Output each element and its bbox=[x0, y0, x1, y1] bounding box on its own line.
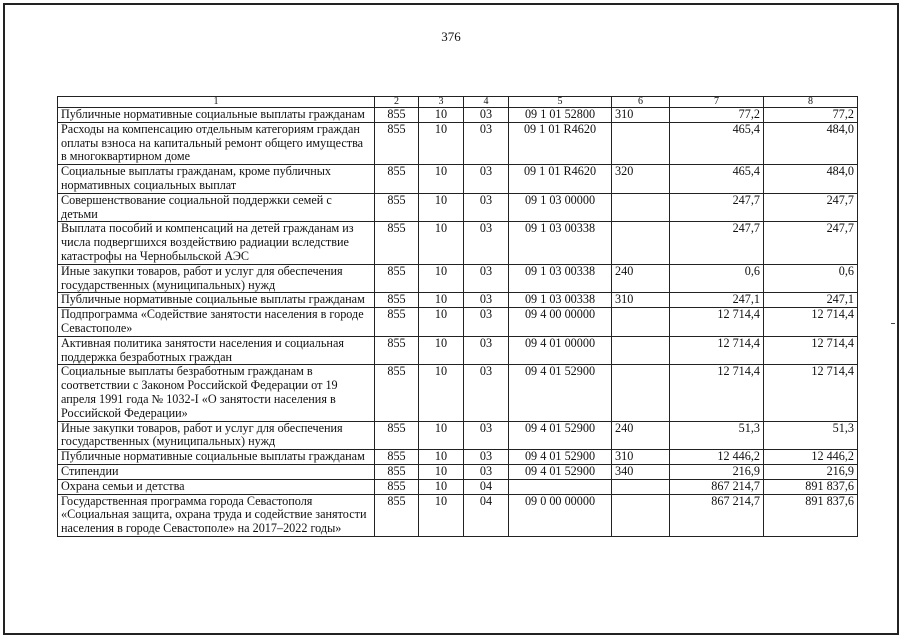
amount-2019-cell: 12 714,4 bbox=[670, 365, 764, 421]
target-article-cell: 09 4 01 52900 bbox=[509, 464, 612, 479]
expense-type-cell: 310 bbox=[612, 108, 670, 123]
row-name-cell: Расходы на компенсацию отдельным категориям граждан оплаты взноса на капитальный ремонт общего имущества в многоквартирном доме bbox=[58, 122, 375, 164]
table-row bbox=[58, 494, 858, 536]
amount-2019-cell: 465,4 bbox=[670, 122, 764, 164]
amount-2020-cell: 247,7 bbox=[764, 222, 858, 264]
row-name-cell: Выплата пособий и компенсаций на детей гражданам из числа подвергшихся воздействию радиации вследствие катастрофы на Чернобыльской АЭС bbox=[58, 222, 375, 264]
subsection-cell: 04 bbox=[464, 494, 509, 536]
expense-type-cell bbox=[612, 479, 670, 494]
expense-type-cell bbox=[612, 122, 670, 164]
section-cell: 10 bbox=[419, 108, 464, 123]
expense-type-cell bbox=[612, 222, 670, 264]
admin-code-cell: 855 bbox=[375, 479, 419, 494]
subsection-cell: 03 bbox=[464, 336, 509, 365]
admin-code-cell: 855 bbox=[375, 365, 419, 421]
section-cell: 10 bbox=[419, 222, 464, 264]
admin-code-cell: 855 bbox=[375, 108, 419, 123]
amount-2019-cell: 247,7 bbox=[670, 222, 764, 264]
amount-2020-cell: 77,2 bbox=[764, 108, 858, 123]
amount-2019-cell: 12 714,4 bbox=[670, 308, 764, 337]
admin-code-cell: 855 bbox=[375, 264, 419, 293]
target-article-cell: 09 1 03 00000 bbox=[509, 193, 612, 222]
subsection-cell: 03 bbox=[464, 264, 509, 293]
table-body bbox=[58, 108, 858, 537]
column-header: 5 bbox=[509, 97, 612, 108]
expense-type-cell: 320 bbox=[612, 165, 670, 194]
amount-2020-cell: 12 714,4 bbox=[764, 308, 858, 337]
table-row bbox=[58, 479, 858, 494]
amount-2019-cell: 12 714,4 bbox=[670, 336, 764, 365]
amount-2019-cell: 216,9 bbox=[670, 464, 764, 479]
target-article-cell: 09 4 01 00000 bbox=[509, 336, 612, 365]
admin-code-cell: 855 bbox=[375, 421, 419, 450]
document-page bbox=[3, 3, 899, 635]
section-cell: 10 bbox=[419, 365, 464, 421]
target-article-cell: 09 0 00 00000 bbox=[509, 494, 612, 536]
table-row bbox=[58, 293, 858, 308]
expense-type-cell bbox=[612, 193, 670, 222]
margin-mark bbox=[891, 323, 895, 324]
subsection-cell: 03 bbox=[464, 464, 509, 479]
subsection-cell: 03 bbox=[464, 165, 509, 194]
row-name-cell: Стипендии bbox=[58, 464, 375, 479]
target-article-cell: 09 1 03 00338 bbox=[509, 264, 612, 293]
page-number: 376 bbox=[441, 29, 461, 44]
section-cell: 10 bbox=[419, 293, 464, 308]
admin-code-cell: 855 bbox=[375, 165, 419, 194]
amount-2020-cell: 12 714,4 bbox=[764, 336, 858, 365]
section-cell: 10 bbox=[419, 122, 464, 164]
admin-code-cell: 855 bbox=[375, 450, 419, 465]
row-name-cell: Социальные выплаты гражданам, кроме публичных нормативных социальных выплат bbox=[58, 165, 375, 194]
column-header: 1 bbox=[58, 97, 375, 108]
row-name-cell: Государственная программа города Севастополя «Социальная защита, охрана труда и содействие занятости населения в городе Севастополе» на 2017–2022 годы» bbox=[58, 494, 375, 536]
expense-type-cell bbox=[612, 494, 670, 536]
table-row bbox=[58, 193, 858, 222]
target-article-cell: 09 4 00 00000 bbox=[509, 308, 612, 337]
section-cell: 10 bbox=[419, 494, 464, 536]
admin-code-cell: 855 bbox=[375, 293, 419, 308]
target-article-cell: 09 1 01 52800 bbox=[509, 108, 612, 123]
subsection-cell: 03 bbox=[464, 193, 509, 222]
amount-2019-cell: 867 214,7 bbox=[670, 494, 764, 536]
amount-2019-cell: 247,7 bbox=[670, 193, 764, 222]
subsection-cell: 03 bbox=[464, 108, 509, 123]
row-name-cell: Публичные нормативные социальные выплаты гражданам bbox=[58, 293, 375, 308]
amount-2020-cell: 12 714,4 bbox=[764, 365, 858, 421]
amount-2020-cell: 12 446,2 bbox=[764, 450, 858, 465]
table-row bbox=[58, 165, 858, 194]
admin-code-cell: 855 bbox=[375, 222, 419, 264]
section-cell: 10 bbox=[419, 464, 464, 479]
row-name-cell: Социальные выплаты безработным гражданам в соответствии с Законом Российской Федерации от 19 апреля 1991 года № 1032-I «О занятости населения в Российской Федерации» bbox=[58, 365, 375, 421]
target-article-cell: 09 4 01 52900 bbox=[509, 365, 612, 421]
section-cell: 10 bbox=[419, 479, 464, 494]
admin-code-cell: 855 bbox=[375, 336, 419, 365]
amount-2020-cell: 51,3 bbox=[764, 421, 858, 450]
table-row bbox=[58, 122, 858, 164]
subsection-cell: 03 bbox=[464, 122, 509, 164]
target-article-cell: 09 1 03 00338 bbox=[509, 293, 612, 308]
amount-2019-cell: 77,2 bbox=[670, 108, 764, 123]
row-name-cell: Иные закупки товаров, работ и услуг для обеспечения государственных (муниципальных) нужд bbox=[58, 264, 375, 293]
amount-2020-cell: 891 837,6 bbox=[764, 479, 858, 494]
target-article-cell bbox=[509, 479, 612, 494]
subsection-cell: 03 bbox=[464, 308, 509, 337]
amount-2020-cell: 891 837,6 bbox=[764, 494, 858, 536]
expense-type-cell bbox=[612, 336, 670, 365]
admin-code-cell: 855 bbox=[375, 464, 419, 479]
row-name-cell: Подпрограмма «Содействие занятости населения в городе Севастополе» bbox=[58, 308, 375, 337]
expense-type-cell bbox=[612, 365, 670, 421]
table-row bbox=[58, 365, 858, 421]
table-row bbox=[58, 108, 858, 123]
table-row bbox=[58, 308, 858, 337]
section-cell: 10 bbox=[419, 421, 464, 450]
table-row bbox=[58, 336, 858, 365]
column-header: 2 bbox=[375, 97, 419, 108]
section-cell: 10 bbox=[419, 450, 464, 465]
amount-2020-cell: 484,0 bbox=[764, 165, 858, 194]
column-header: 8 bbox=[764, 97, 858, 108]
row-name-cell: Активная политика занятости населения и социальная поддержка безработных граждан bbox=[58, 336, 375, 365]
amount-2019-cell: 0,6 bbox=[670, 264, 764, 293]
expense-type-cell: 310 bbox=[612, 293, 670, 308]
amount-2020-cell: 216,9 bbox=[764, 464, 858, 479]
expense-type-cell: 240 bbox=[612, 421, 670, 450]
section-cell: 10 bbox=[419, 308, 464, 337]
subsection-cell: 03 bbox=[464, 365, 509, 421]
amount-2020-cell: 0,6 bbox=[764, 264, 858, 293]
row-name-cell: Публичные нормативные социальные выплаты гражданам bbox=[58, 108, 375, 123]
section-cell: 10 bbox=[419, 193, 464, 222]
amount-2019-cell: 12 446,2 bbox=[670, 450, 764, 465]
amount-2020-cell: 484,0 bbox=[764, 122, 858, 164]
subsection-cell: 04 bbox=[464, 479, 509, 494]
table-row bbox=[58, 264, 858, 293]
row-name-cell: Публичные нормативные социальные выплаты гражданам bbox=[58, 450, 375, 465]
subsection-cell: 03 bbox=[464, 421, 509, 450]
target-article-cell: 09 4 01 52900 bbox=[509, 421, 612, 450]
budget-table bbox=[57, 96, 858, 537]
section-cell: 10 bbox=[419, 336, 464, 365]
admin-code-cell: 855 bbox=[375, 308, 419, 337]
table-row bbox=[58, 464, 858, 479]
section-cell: 10 bbox=[419, 165, 464, 194]
column-header: 4 bbox=[464, 97, 509, 108]
table-row bbox=[58, 450, 858, 465]
target-article-cell: 09 1 01 R4620 bbox=[509, 122, 612, 164]
expense-type-cell bbox=[612, 308, 670, 337]
subsection-cell: 03 bbox=[464, 293, 509, 308]
expense-type-cell: 240 bbox=[612, 264, 670, 293]
amount-2019-cell: 51,3 bbox=[670, 421, 764, 450]
table-row bbox=[58, 421, 858, 450]
row-name-cell: Охрана семьи и детства bbox=[58, 479, 375, 494]
column-header: 3 bbox=[419, 97, 464, 108]
admin-code-cell: 855 bbox=[375, 193, 419, 222]
amount-2019-cell: 465,4 bbox=[670, 165, 764, 194]
target-article-cell: 09 1 01 R4620 bbox=[509, 165, 612, 194]
row-name-cell: Совершенствование социальной поддержки семей с детьми bbox=[58, 193, 375, 222]
admin-code-cell: 855 bbox=[375, 494, 419, 536]
admin-code-cell: 855 bbox=[375, 122, 419, 164]
table-row bbox=[58, 222, 858, 264]
table-header-row bbox=[58, 97, 858, 108]
amount-2019-cell: 247,1 bbox=[670, 293, 764, 308]
amount-2020-cell: 247,7 bbox=[764, 193, 858, 222]
target-article-cell: 09 4 01 52900 bbox=[509, 450, 612, 465]
expense-type-cell: 310 bbox=[612, 450, 670, 465]
subsection-cell: 03 bbox=[464, 450, 509, 465]
row-name-cell: Иные закупки товаров, работ и услуг для обеспечения государственных (муниципальных) нужд bbox=[58, 421, 375, 450]
amount-2019-cell: 867 214,7 bbox=[670, 479, 764, 494]
column-header: 6 bbox=[612, 97, 670, 108]
target-article-cell: 09 1 03 00338 bbox=[509, 222, 612, 264]
amount-2020-cell: 247,1 bbox=[764, 293, 858, 308]
expense-type-cell: 340 bbox=[612, 464, 670, 479]
subsection-cell: 03 bbox=[464, 222, 509, 264]
section-cell: 10 bbox=[419, 264, 464, 293]
column-header: 7 bbox=[670, 97, 764, 108]
